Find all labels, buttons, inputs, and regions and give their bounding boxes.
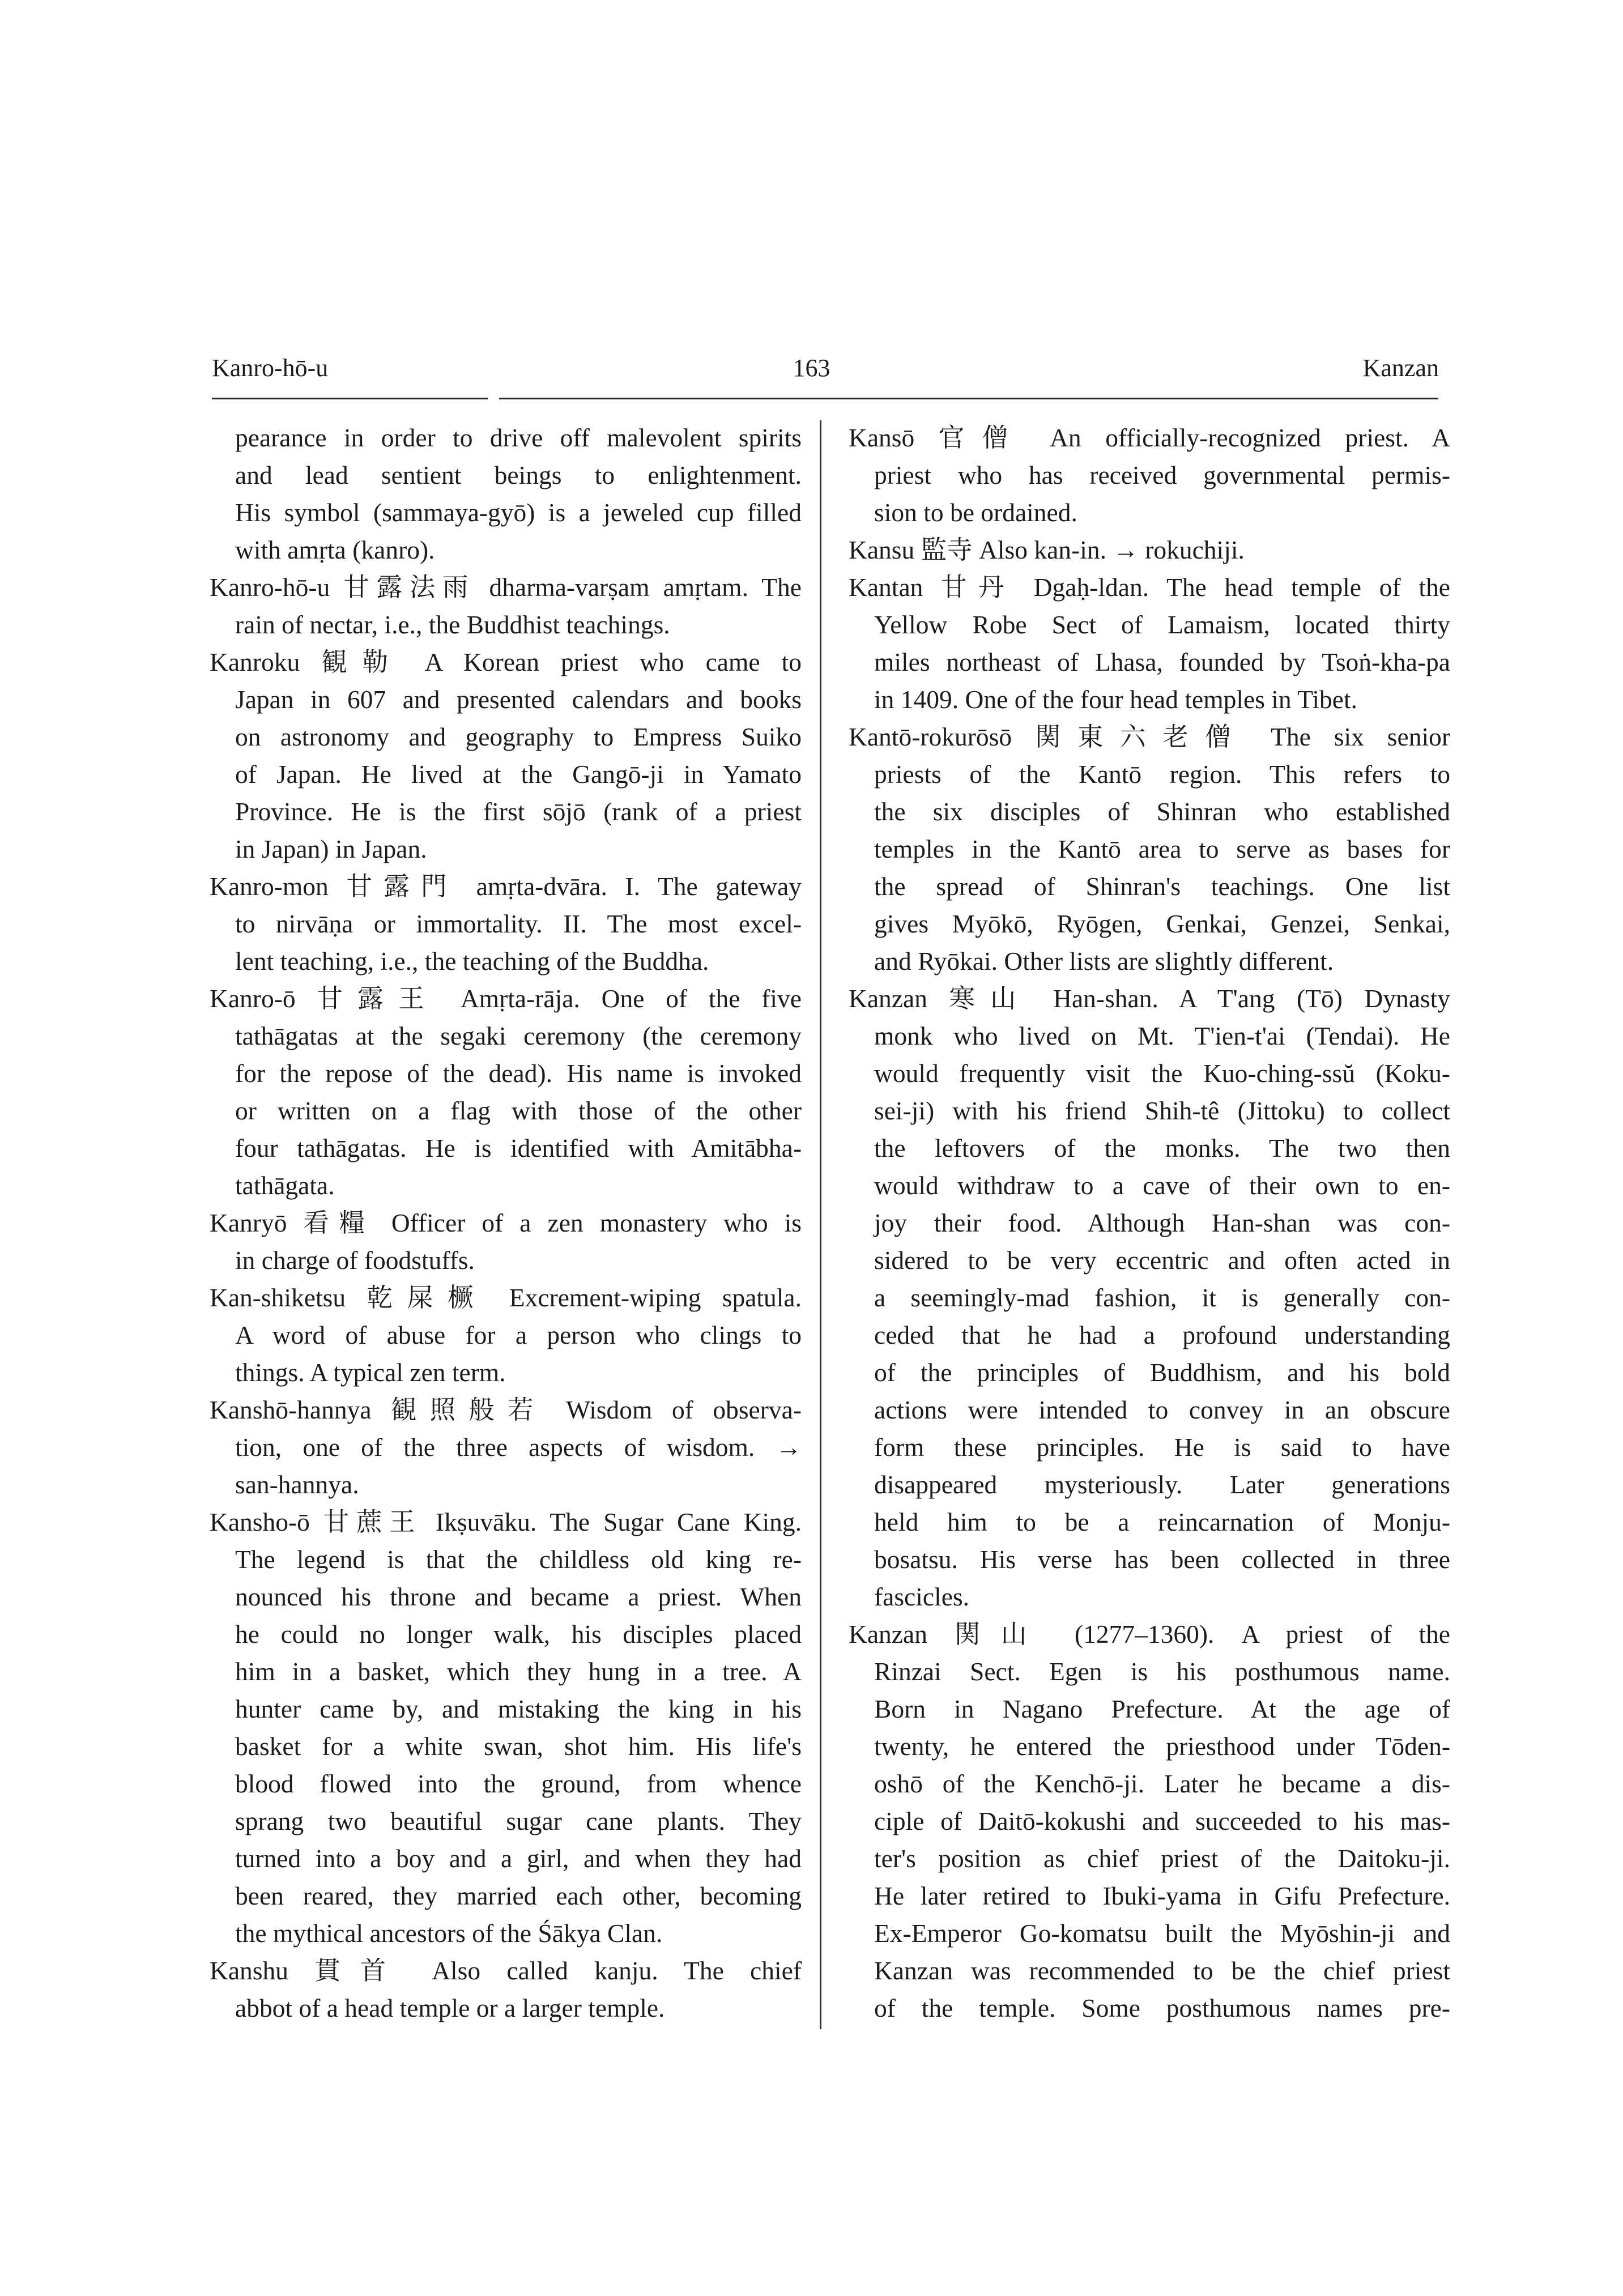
entry-text-line: abbot of a head temple or a larger temple.	[235, 1993, 665, 2022]
dictionary-entry	[210, 419, 802, 569]
entry-first-line: Kanro-hō-u 甘露法雨 dharma-varṣam amṛtam. The	[210, 573, 802, 602]
entry-text-line: with amṛta (kanro).	[235, 535, 435, 564]
entry-text-line: bosatsu. His verse has been collected in three	[874, 1545, 1450, 1574]
dictionary-entry	[849, 980, 1450, 1616]
entry-text-line: and lead sentient beings to enlightenment.	[235, 461, 802, 489]
entry-text-line: A word of abuse for a person who clings to	[235, 1320, 802, 1349]
entry-text-line: Ex-Emperor Go-komatsu built the Myōshin-ji and	[874, 1919, 1450, 1948]
entry-text-line: temples in the Kantō area to serve as bases for	[874, 834, 1450, 863]
dictionary-entry	[210, 1391, 802, 1503]
entry-text-line: Born in Nagano Prefecture. At the age of	[874, 1694, 1450, 1723]
entry-text-line: monk who lived on Mt. T'ien-t'ai (Tendai). He	[874, 1021, 1450, 1050]
entry-first-line: pearance in order to drive off malevolent spirits	[235, 423, 802, 452]
dictionary-entry	[849, 1616, 1450, 2027]
entry-first-line: Kansō 官僧 An officially-recognized priest. A	[849, 423, 1450, 452]
entry-text-line: sei-ji) with his friend Shih-tê (Jittoku) to collect	[874, 1096, 1450, 1125]
entry-text-line: sidered to be very eccentric and often acted in	[874, 1246, 1450, 1275]
entry-text-line: he could no longer walk, his disciples placed	[235, 1620, 802, 1648]
entry-text-line: on astronomy and geography to Empress Suiko	[235, 722, 802, 751]
left-column	[210, 419, 802, 2027]
entry-first-line: Kanzan 関山 (1277–1360). A priest of the	[849, 1620, 1450, 1648]
entry-text-line: Rinzai Sect. Egen is his posthumous name.	[874, 1657, 1450, 1686]
dictionary-entry	[210, 980, 802, 1204]
entry-text-line: sion to be ordained.	[874, 498, 1077, 527]
entry-text-line: four tathāgatas. He is identified with Amitābha-	[235, 1134, 802, 1162]
entry-first-line: Kantan 甘丹 Dgaḥ-ldan. The head temple of the	[849, 573, 1450, 602]
entry-text-line: and Ryōkai. Other lists are slightly different.	[874, 947, 1334, 976]
entry-text-line: the six disciples of Shinran who established	[874, 797, 1450, 826]
entry-first-line: Kantō-rokurōsō 関東六老僧 The six senior	[849, 722, 1450, 751]
entry-first-line: Kansho-ō 甘蔗王 Ikṣuvāku. The Sugar Cane King.	[210, 1507, 802, 1536]
dictionary-entry	[210, 1952, 802, 2027]
entry-text-line: ter's position as chief priest of the Daitoku-ji.	[874, 1844, 1450, 1873]
dictionary-entry	[849, 531, 1450, 569]
entry-text-line: priest who has received governmental permis-	[874, 461, 1450, 489]
entry-text-line: for the repose of the dead). His name is invoked	[235, 1059, 802, 1088]
entry-first-line: Kanshō-hannya 観照般若 Wisdom of observa-	[210, 1395, 802, 1424]
entry-text-line: san-hannya.	[235, 1470, 359, 1499]
entry-text-line: actions were intended to convey in an obscure	[874, 1395, 1450, 1424]
entry-text-line: or written on a flag with those of the other	[235, 1096, 802, 1125]
entry-text-line: things. A typical zen term.	[235, 1358, 506, 1387]
entry-text-line: in charge of foodstuffs.	[235, 1246, 475, 1275]
dictionary-entry	[849, 718, 1450, 980]
dictionary-entry	[210, 1204, 802, 1279]
dictionary-entry	[849, 419, 1450, 531]
entry-text-line: gives Myōkō, Ryōgen, Genkai, Genzei, Senkai,	[874, 909, 1450, 938]
entry-text-line: of Japan. He lived at the Gangō-ji in Yamato	[235, 760, 802, 789]
entry-text-line: to nirvāṇa or immortality. II. The most excel-	[235, 909, 802, 938]
entry-first-line: Kan-shiketsu 乾屎橛 Excrement-wiping spatula.	[210, 1283, 802, 1312]
entry-text-line: Kanzan was recommended to be the chief priest	[874, 1956, 1450, 1985]
dictionary-entry	[849, 569, 1450, 718]
entry-text-line: His symbol (sammaya-gyō) is a jeweled cup filled	[235, 498, 802, 527]
entry-first-line: Kanzan 寒山 Han-shan. A T'ang (Tō) Dynasty	[849, 984, 1450, 1013]
entry-text-line: fascicles.	[874, 1582, 970, 1611]
header-rule-right	[499, 398, 1438, 399]
entry-text-line: turned into a boy and a girl, and when they had	[235, 1844, 802, 1873]
entry-text-line: would withdraw to a cave of their own to en-	[874, 1171, 1450, 1200]
running-head-right: Kanzan	[1362, 354, 1439, 382]
entry-text-line: Province. He is the first sōjō (rank of a priest	[235, 797, 802, 826]
entry-text-line: in 1409. One of the four head temples in Tibet.	[874, 685, 1358, 714]
entry-text-line: hunter came by, and mistaking the king in his	[235, 1694, 802, 1723]
entry-text-line: lent teaching, i.e., the teaching of the Buddha.	[235, 947, 709, 976]
entry-text-line: him in a basket, which they hung in a tree. A	[235, 1657, 802, 1686]
entry-text-line: the leftovers of the monks. The two then	[874, 1134, 1450, 1162]
entry-text-line: tion, one of the three aspects of wisdom. →	[235, 1433, 802, 1462]
entry-text-line: The legend is that the childless old king re-	[235, 1545, 802, 1574]
entry-text-line: blood flowed into the ground, from whence	[235, 1769, 802, 1798]
entry-text-line: Yellow Robe Sect of Lamaism, located thirty	[874, 610, 1450, 639]
entry-first-line: Kanshu 貫首 Also called kanju. The chief	[210, 1956, 802, 1985]
dictionary-entry	[210, 1503, 802, 1952]
entry-text-line: the spread of Shinran's teachings. One list	[874, 872, 1450, 901]
header-rule-left	[212, 398, 488, 399]
entry-text-line: nounced his throne and became a priest. When	[235, 1582, 802, 1611]
dictionary-entry	[210, 569, 802, 644]
entry-text-line: of the temple. Some posthumous names pre-	[874, 1993, 1450, 2022]
dictionary-entry	[210, 868, 802, 980]
running-head-left: Kanro-hō-u	[212, 354, 329, 382]
entry-text-line: disappeared mysteriously. Later generations	[874, 1470, 1450, 1499]
entry-text-line: held him to be a reincarnation of Monju-	[874, 1507, 1450, 1536]
entry-text-line: priests of the Kantō region. This refers to	[874, 760, 1450, 789]
entry-first-line: Kanro-mon 甘露門 amṛta-dvāra. I. The gateway	[210, 872, 802, 901]
entry-text-line: rain of nectar, i.e., the Buddhist teachings.	[235, 610, 670, 639]
entry-text-line: sprang two beautiful sugar cane plants. They	[235, 1807, 802, 1835]
entry-text-line: Japan in 607 and presented calendars and books	[235, 685, 802, 714]
right-column	[849, 419, 1450, 2027]
entry-text-line: a seemingly-mad fashion, it is generally con-	[874, 1283, 1450, 1312]
page-number: 163	[793, 354, 830, 382]
entry-text-line: in Japan) in Japan.	[235, 834, 427, 863]
entry-text-line: ceded that he had a profound understanding	[874, 1320, 1450, 1349]
entry-text-line: joy their food. Although Han-shan was con-	[874, 1208, 1450, 1237]
entry-text-line: would frequently visit the Kuo-ching-ssŭ (Koku-	[874, 1059, 1450, 1088]
entry-first-line: Kansu 監寺 Also kan-in. → rokuchiji.	[849, 535, 1245, 564]
column-divider	[820, 420, 821, 2029]
entry-text-line: He later retired to Ibuki-yama in Gifu Prefecture.	[874, 1881, 1450, 1910]
entry-text-line: basket for a white swan, shot him. His life's	[235, 1732, 802, 1761]
entry-first-line: Kanro-ō 甘露王 Amṛta-rāja. One of the five	[210, 984, 802, 1013]
entry-text-line: tathāgatas at the segaki ceremony (the ceremony	[235, 1021, 802, 1050]
entry-text-line: been reared, they married each other, becoming	[235, 1881, 802, 1910]
entry-text-line: form these principles. He is said to have	[874, 1433, 1450, 1462]
entry-text-line: of the principles of Buddhism, and his bold	[874, 1358, 1450, 1387]
entry-text-line: tathāgata.	[235, 1171, 335, 1200]
entry-text-line: the mythical ancestors of the Śākya Clan.	[235, 1919, 663, 1948]
dictionary-entry	[210, 1279, 802, 1391]
dictionary-entry	[210, 644, 802, 868]
entry-first-line: Kanryō 看糧 Officer of a zen monastery who is	[210, 1208, 802, 1237]
entry-text-line: ciple of Daitō-kokushi and succeeded to his mas-	[874, 1807, 1450, 1835]
entry-text-line: twenty, he entered the priesthood under Tōden-	[874, 1732, 1450, 1761]
entry-text-line: oshō of the Kenchō-ji. Later he became a dis-	[874, 1769, 1450, 1798]
entry-text-line: miles northeast of Lhasa, founded by Tsoṅ-kha-pa	[874, 648, 1450, 676]
entry-first-line: Kanroku 観勒 A Korean priest who came to	[210, 648, 802, 676]
